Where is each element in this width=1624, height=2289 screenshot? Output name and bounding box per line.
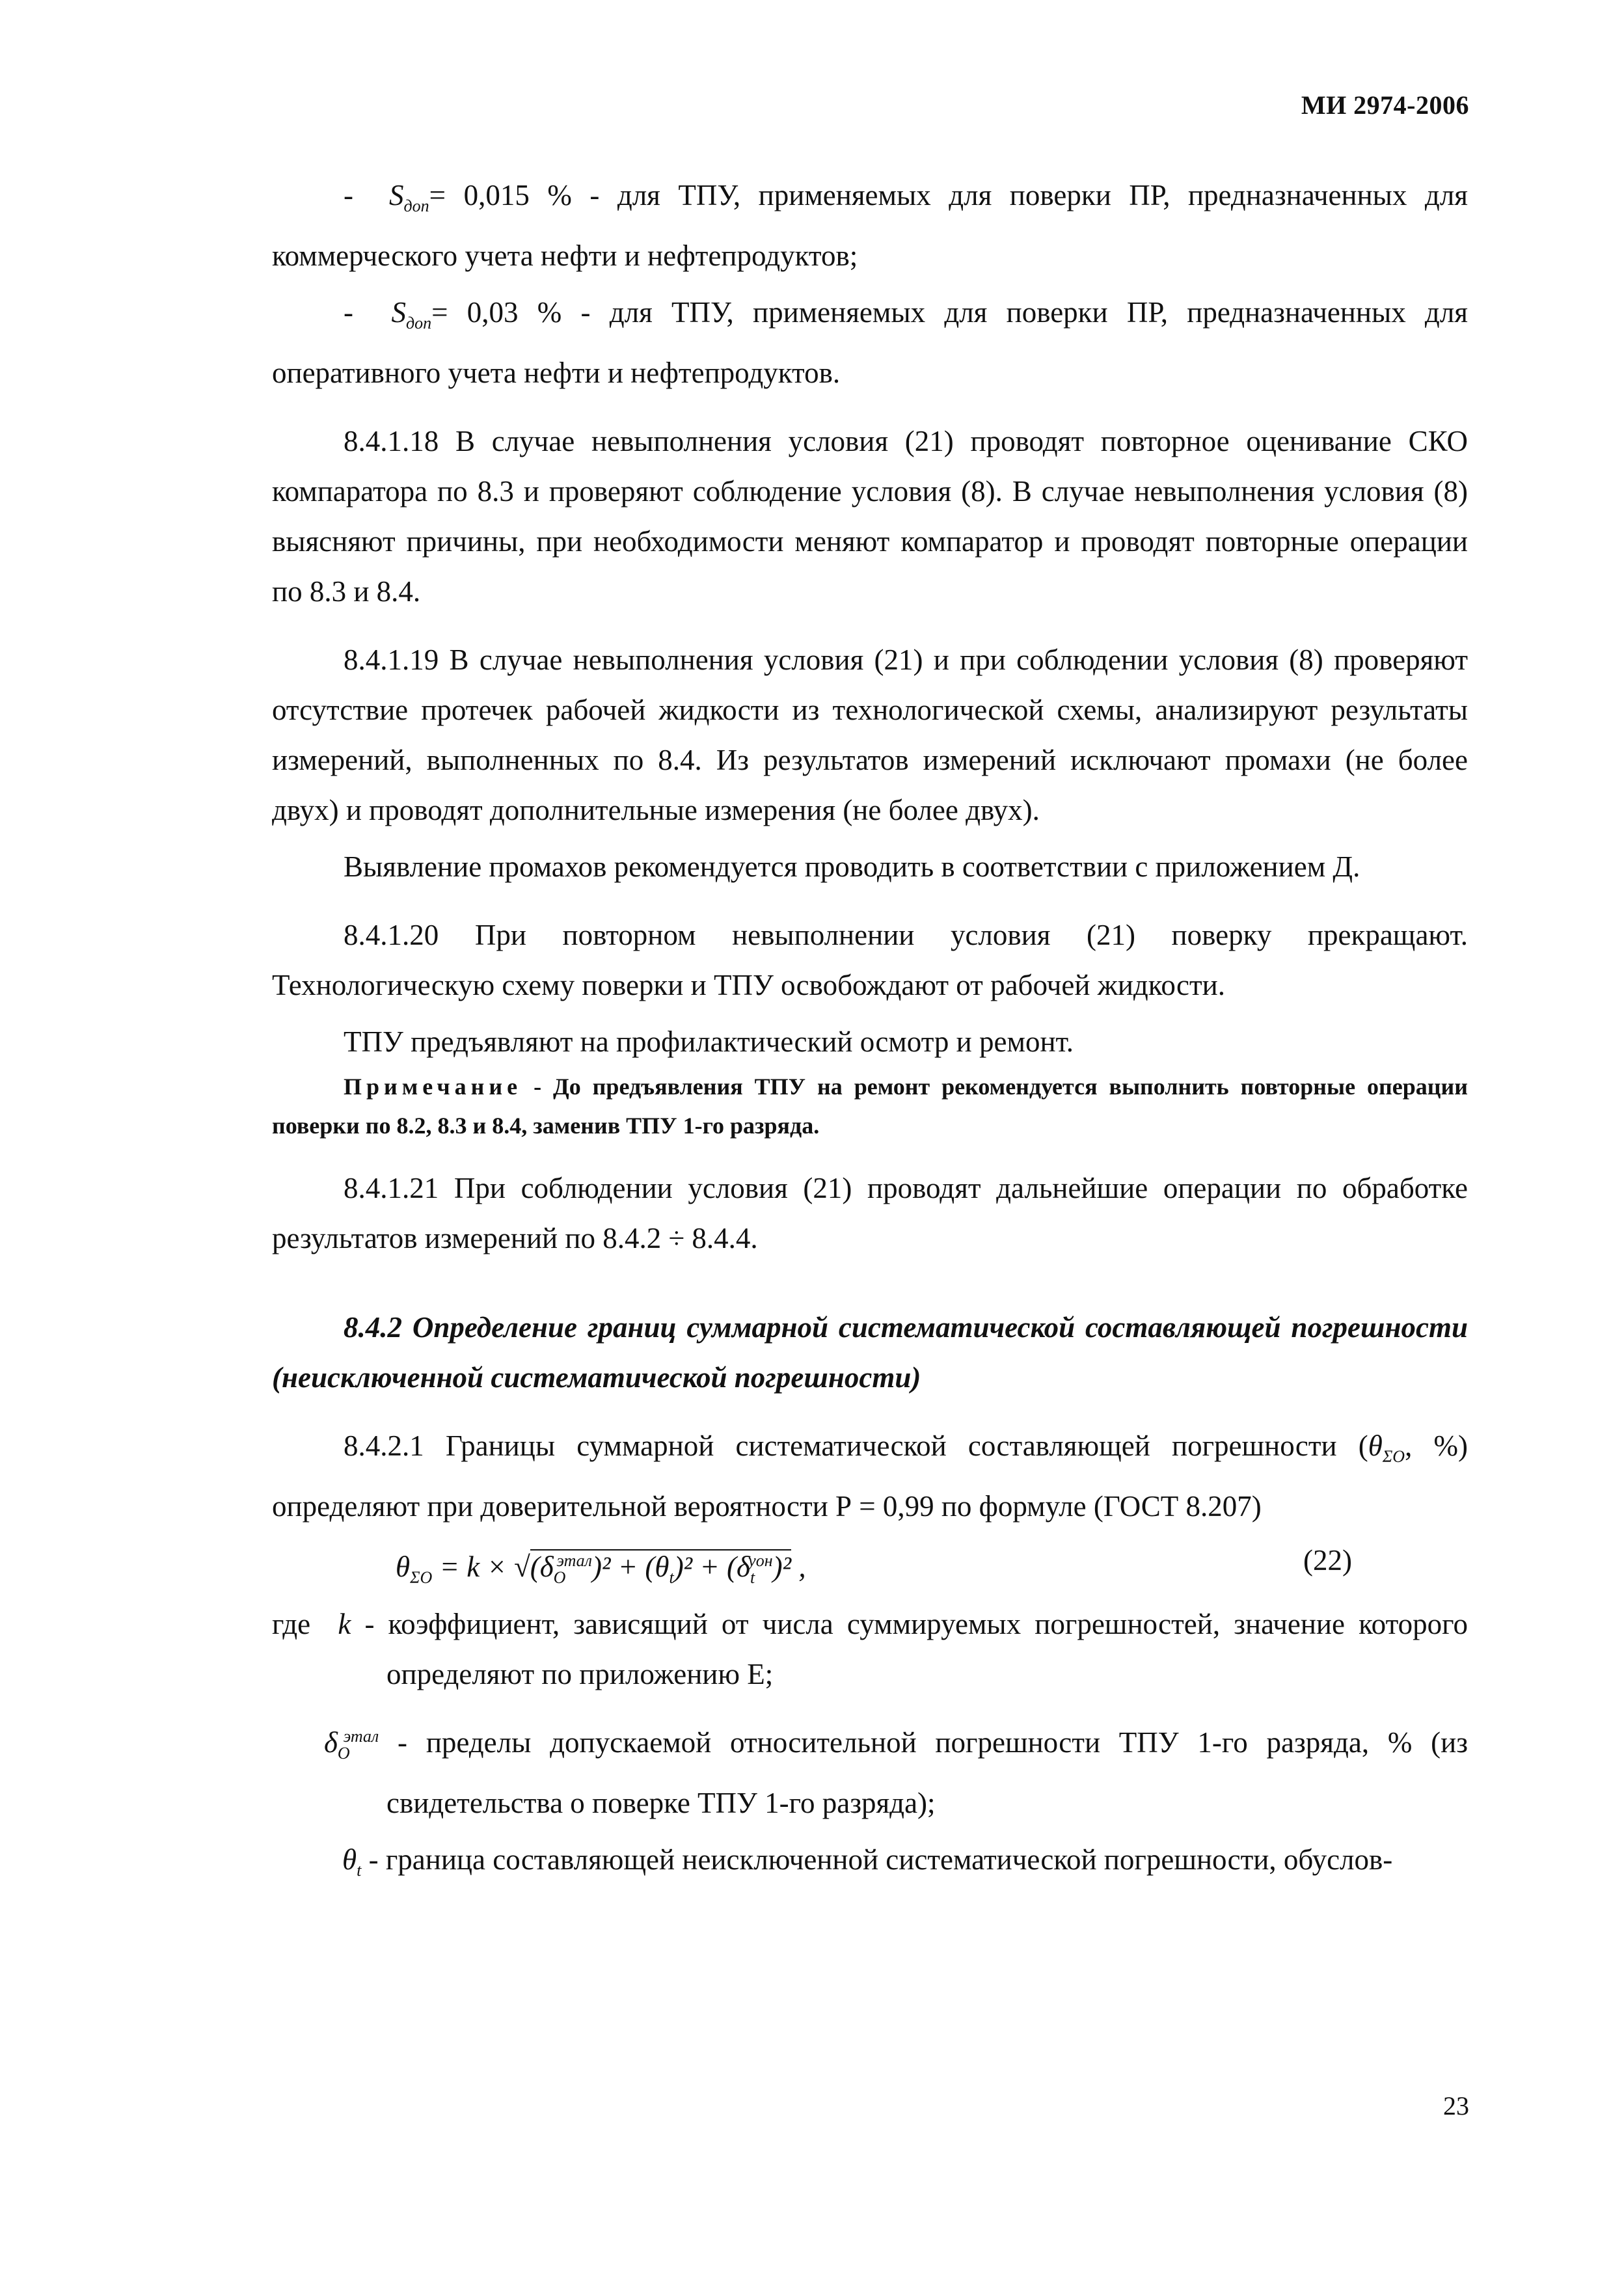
formula-lhs: θ — [396, 1551, 411, 1583]
paragraph-outliers: Выявление промахов рекомендуется проводить в соответствии с приложением Д. — [344, 850, 1360, 883]
delta-superscript: этал — [343, 1727, 379, 1746]
sqrt-radicand — [530, 1549, 792, 1587]
formula-comma: , — [791, 1551, 806, 1583]
paragraph-text: 8.4.2.1 Границы суммарной систематической составляющей погрешности ( — [344, 1429, 1368, 1462]
paragraph-8-4-1-21: 8.4.1.21 При соблюдении условия (21) проводят дальнейшие операции по обработке результатов измерений по 8.4.2 ÷ 8.4.4. — [272, 1172, 1468, 1254]
section-heading: 8.4.2 Определение границ суммарной систематической составляющей погрешности (неисключенной систематической погрешности) — [272, 1311, 1468, 1394]
delta-symbol: δ — [324, 1726, 338, 1759]
where-item-k — [272, 1599, 1468, 1700]
list-item-text: = 0,03 % - для ТПУ, применяемых для поверки ПР, предназначенных для оперативного учета нефти и нефтепродуктов. — [272, 296, 1468, 389]
k-symbol: k — [338, 1608, 351, 1640]
list-item: - $S_{доп}= 0,03$ % - для ТПУ, применяемых для поверки ПР, предназначенных для оперативного учета нефти и нефтепродуктов. — [272, 296, 1468, 389]
theta-subscript: t — [357, 1861, 362, 1880]
radicand-part: )² + (δ — [673, 1551, 750, 1583]
theta-symbol: θ — [1368, 1429, 1383, 1462]
radicand-part: (δ — [530, 1551, 554, 1583]
symbol-s: S — [391, 296, 406, 329]
theta-subscript: ΣO — [1382, 1447, 1405, 1466]
symbol-s: S — [389, 179, 404, 211]
list-item-text: = 0,015 % - для ТПУ, применяемых для поверки ПР, предназначенных для коммерческого учета нефти и нефтепродуктов; — [272, 179, 1468, 272]
sqrt-icon: √ — [514, 1551, 530, 1583]
note-text: - До предъявления ТПУ на ремонт рекомендуется выполнить повторные операции поверки по 8.2, 8.3 и 8.4, заменив ТПУ 1-го разряда. — [272, 1074, 1468, 1139]
paragraph-8-4-1-19: 8.4.1.19 В случае невыполнения условия (21) и при соблюдении условия (8) проверяют отсутствие протечек рабочей жидкости из технологической схемы, анализируют результаты измерений, выполненных по 8.4. Из результатов измерений исключают промахи (не более двух) и проводят дополнительные измерения (не более двух). — [272, 643, 1468, 826]
radicand-subscript: t — [669, 1568, 674, 1587]
radicand-subscript: O — [553, 1568, 566, 1587]
theta-symbol: θ — [342, 1843, 357, 1876]
radicand-superscript: этал — [556, 1551, 593, 1570]
formula-22 — [272, 1534, 1468, 1599]
where-item-delta — [272, 1711, 1468, 1828]
radicand-superscript: уон — [748, 1551, 773, 1570]
symbol-subscript: доп — [403, 196, 429, 215]
paragraph-text: , %) определяют при доверительной вероятности Р = 0,99 по формуле (ГОСТ 8.207) — [272, 1429, 1468, 1523]
where-list — [272, 1599, 1468, 1895]
radicand-part: )² + (θ — [592, 1551, 670, 1583]
paragraph-8-4-2-1 — [272, 1421, 1468, 1532]
where-lead: где — [272, 1608, 311, 1640]
where-item-theta — [272, 1835, 1468, 1895]
paragraph-8-4-1-18: 8.4.1.18 В случае невыполнения условия (21) проводят повторное оценивание СКО компаратора по 8.3 и проверяют соблюдение условия (8). В случае невыполнения условия (8) выясняют причины, при необходимости меняют компаратор и проводят повторные операции по 8.3 и 8.4. — [272, 425, 1468, 608]
equation-number: (22) — [1303, 1544, 1352, 1577]
document-code-header: МИ 2974-2006 — [1301, 90, 1469, 120]
where-item-text: - граница составляющей неисключенной систематической погрешности, обуслов- — [361, 1843, 1393, 1876]
formula-lhs-subscript: ΣO — [410, 1568, 433, 1587]
note — [272, 1067, 1468, 1145]
page-number: 23 — [1443, 2091, 1469, 2120]
radicand-part: )² — [772, 1551, 792, 1583]
radicand-subscript: t — [750, 1568, 755, 1587]
list-item: - $S_{доп}= 0,015$ % - для ТПУ, применяемых для поверки ПР, предназначенных для коммерческого учета нефти и нефтепродуктов; — [272, 179, 1468, 272]
formula-expression — [396, 1536, 806, 1603]
paragraph-repair: ТПУ предъявляют на профилактический осмотр и ремонт. — [344, 1025, 1074, 1058]
symbol-subscript: доп — [405, 314, 432, 332]
delta-subscript: O — [337, 1744, 350, 1763]
paragraph-8-4-1-20: 8.4.1.20 При повторном невыполнении условия (21) поверку прекращают. Технологическую схему поверки и ТПУ освобождают от рабочей жидкости. — [272, 919, 1468, 1001]
note-label: Примечание — [344, 1074, 522, 1100]
formula-operator: = k × — [432, 1551, 515, 1583]
where-item-text: - коэффициент, зависящий от числа суммируемых погрешностей, значение которого определяют по приложению Е; — [351, 1608, 1468, 1690]
body-text — [272, 170, 1468, 1895]
where-item-text: - пределы допускаемой относительной погрешности ТПУ 1-го разряда, % (из свидетельства о поверке ТПУ 1-го разряда); — [379, 1726, 1468, 1819]
